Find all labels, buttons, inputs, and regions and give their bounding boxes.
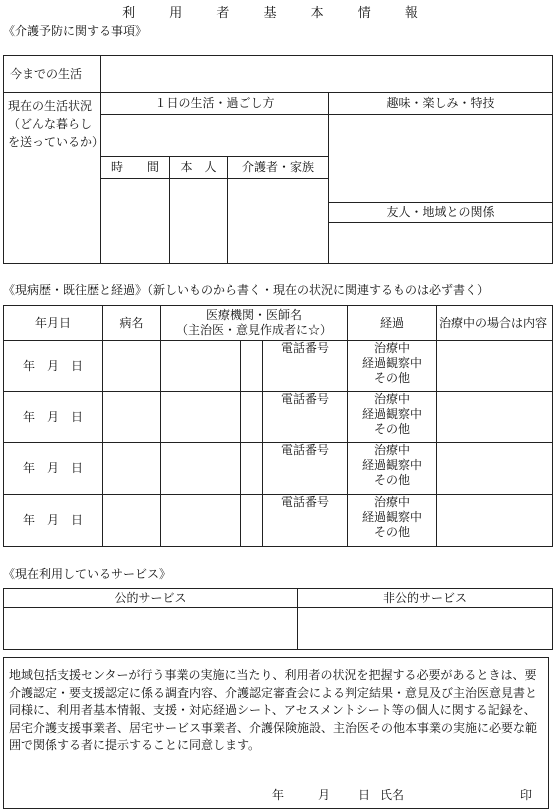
table-row <box>4 495 553 547</box>
history-disease-field[interactable] <box>103 392 161 443</box>
history-institution-field[interactable] <box>161 443 241 495</box>
current-status-label: 現在の生活状況（どんな暮らしを送っているか） <box>4 93 101 264</box>
consent-text: 地域包括支援センターが行う事業の実施に当たり、利用者の状況を把握する必要があるときは、要介護認定・要支援認定に係る調査内容、介護認定審査会による判定結果・意見及び主治医意見書と同様に、利用者基本情報、支援・対応経過シート、アセスメントシート等の個人に関する記録を、居宅介護支援事業者、居宅サービス事業者、介護保険施設、主治医その他本事業の実施に必要な範囲で関係する者に提示することに同意します。 <box>9 668 538 752</box>
section-prevention-heading: 《介護予防に関する事項》 <box>3 24 148 38</box>
history-institution-field[interactable] <box>161 341 241 392</box>
status-option[interactable]: その他 <box>373 371 410 385</box>
history-phone-label: 電話番号 <box>263 443 348 495</box>
history-header-disease: 病名 <box>103 306 161 341</box>
history-star-field[interactable] <box>241 443 263 495</box>
consent-box <box>3 657 549 809</box>
history-table <box>3 305 553 547</box>
status-option[interactable]: 治療中 <box>373 392 410 406</box>
signature-day-label: 日 <box>358 788 371 802</box>
status-option[interactable]: 治療中 <box>373 443 410 457</box>
self-header: 本 人 <box>170 157 228 179</box>
time-header: 時 間 <box>101 157 170 179</box>
status-option[interactable]: 経過観察中 <box>361 356 422 370</box>
history-header-date: 年月日 <box>4 306 103 341</box>
hobbies-field[interactable] <box>329 115 553 203</box>
hobbies-header: 趣味・楽しみ・特技 <box>329 93 553 115</box>
friends-header: 友人・地域との関係 <box>329 203 553 223</box>
status-option[interactable]: 経過観察中 <box>361 407 422 421</box>
history-treatment-field[interactable] <box>437 392 553 443</box>
history-treatment-field[interactable] <box>437 341 553 392</box>
history-header-treatment: 治療中の場合は内容 <box>437 306 553 341</box>
prevention-table <box>3 55 553 264</box>
history-header-course: 経過 <box>348 306 437 341</box>
history-disease-field[interactable] <box>103 443 161 495</box>
time-field[interactable] <box>101 179 170 264</box>
public-services-header: 公的サービス <box>4 589 298 608</box>
seal-label: 印 <box>520 788 533 802</box>
institution-header-line2: （主治医・意見作成者に☆） <box>175 323 332 337</box>
history-header-institution <box>161 306 348 341</box>
history-date: 年 月 日 <box>4 443 103 495</box>
history-date: 年 月 日 <box>4 392 103 443</box>
section-history-heading: 《現病歴・既往歴と経過》（新しいものから書く・現在の状況に関連するものは必ず書く） <box>3 283 490 297</box>
signature-name-label: 氏名 <box>380 788 405 802</box>
past-life-label: 今までの生活 <box>4 56 101 93</box>
history-star-field[interactable] <box>241 495 263 547</box>
public-services-field[interactable] <box>4 608 298 650</box>
history-phone-label: 電話番号 <box>263 341 348 392</box>
history-disease-field[interactable] <box>103 495 161 547</box>
page-title: 利 用 者 基 本 情 報 <box>122 6 433 21</box>
caregiver-field[interactable] <box>228 179 329 264</box>
section-services-heading: 《現在利用しているサービス》 <box>3 567 172 581</box>
caregiver-header: 介護者・家族 <box>228 157 329 179</box>
history-date: 年 月 日 <box>4 341 103 392</box>
history-treatment-field[interactable] <box>437 443 553 495</box>
status-option[interactable]: その他 <box>373 422 410 436</box>
history-phone-label: 電話番号 <box>263 495 348 547</box>
history-institution-field[interactable] <box>161 495 241 547</box>
past-life-field[interactable] <box>101 56 553 93</box>
signature-month-label: 月 <box>318 788 331 802</box>
table-row <box>4 443 553 495</box>
history-status-options[interactable] <box>348 341 437 392</box>
history-date: 年 月 日 <box>4 495 103 547</box>
status-option[interactable]: その他 <box>373 473 410 487</box>
history-disease-field[interactable] <box>103 341 161 392</box>
self-field[interactable] <box>170 179 228 264</box>
history-status-options[interactable] <box>348 443 437 495</box>
table-row <box>4 341 553 392</box>
history-status-options[interactable] <box>348 392 437 443</box>
history-star-field[interactable] <box>241 341 263 392</box>
status-option[interactable]: 経過観察中 <box>361 510 422 524</box>
signature-year-label: 年 <box>272 788 285 802</box>
daily-life-header: １日の生活・過ごし方 <box>101 93 329 115</box>
daily-life-field[interactable] <box>101 115 329 157</box>
private-services-field[interactable] <box>298 608 553 650</box>
signature-name-field[interactable] <box>413 786 518 802</box>
history-star-field[interactable] <box>241 392 263 443</box>
friends-field[interactable] <box>329 223 553 264</box>
institution-header-line1: 医療機関・医師名 <box>205 308 302 322</box>
status-option[interactable]: 治療中 <box>373 495 410 509</box>
status-option[interactable]: その他 <box>373 525 410 539</box>
status-option[interactable]: 経過観察中 <box>361 458 422 472</box>
history-treatment-field[interactable] <box>437 495 553 547</box>
history-status-options[interactable] <box>348 495 437 547</box>
services-table <box>3 588 553 650</box>
table-row <box>4 392 553 443</box>
history-institution-field[interactable] <box>161 392 241 443</box>
status-option[interactable]: 治療中 <box>373 341 410 355</box>
private-services-header: 非公的サービス <box>298 589 553 608</box>
history-phone-label: 電話番号 <box>263 392 348 443</box>
